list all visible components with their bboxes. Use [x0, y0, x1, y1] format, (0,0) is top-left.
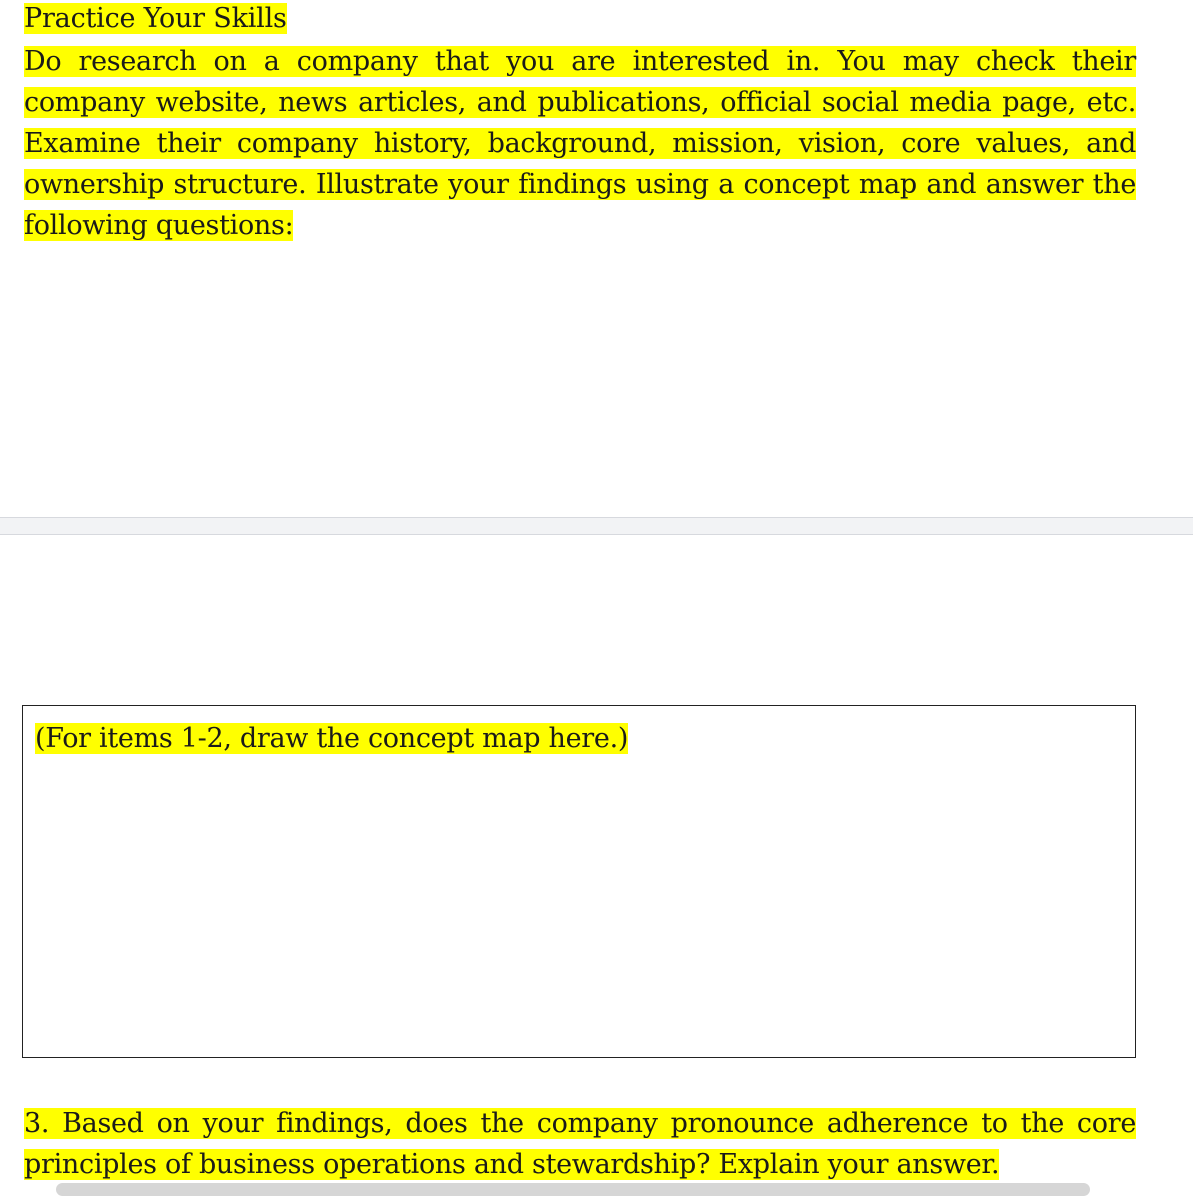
instructions-text: Do research on a company that you are interested in. You may check their company website, news articles, and publications, official social media page, etc. Examine their company history, background, mission, vision, core values, and ownership structure. Illustrate your findings using a concept map and answer the following questions: — [24, 46, 1136, 241]
concept-map-note-text: (For items 1-2, draw the concept map here.) — [35, 723, 629, 754]
document-page-2 — [0, 535, 1193, 1200]
horizontal-scrollbar[interactable] — [0, 1180, 1193, 1200]
concept-map-box — [22, 705, 1136, 1058]
page-break — [0, 517, 1193, 535]
scrollbar-thumb[interactable] — [56, 1183, 1090, 1196]
document-page-1 — [0, 0, 1193, 517]
question-3 — [24, 1103, 1136, 1185]
question-3-text: 3. Based on your findings, does the company pronounce adherence to the core principles of business operations and stewardship? Explain your answer. — [24, 1108, 1136, 1180]
heading-text: Practice Your Skills — [24, 3, 287, 34]
instructions-paragraph — [24, 41, 1136, 246]
section-heading — [24, 0, 287, 38]
concept-map-note — [35, 720, 628, 758]
